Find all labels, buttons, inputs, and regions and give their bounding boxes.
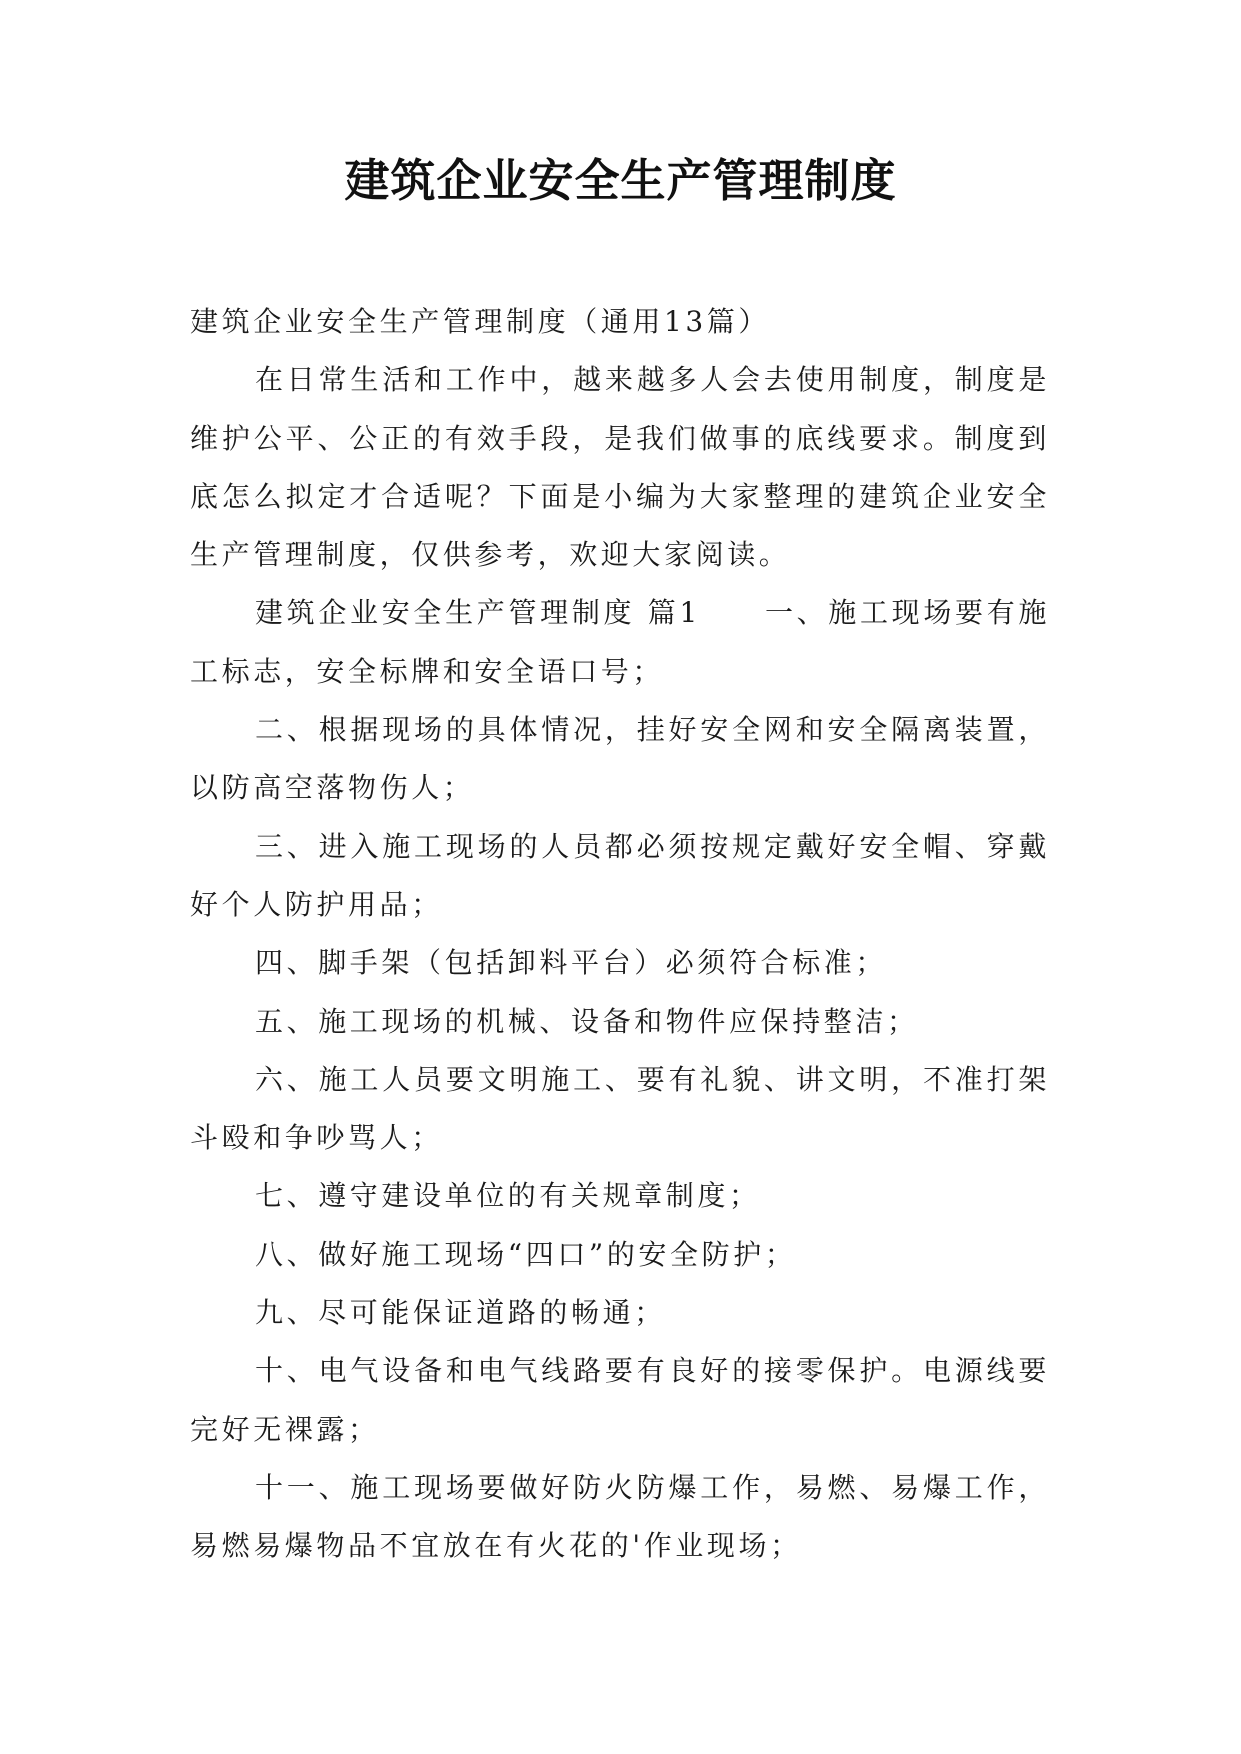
rule-item-6: 六、施工人员要文明施工、要有礼貌、讲文明，不准打架斗殴和争吵骂人； [190,1062,1050,1155]
document-subtitle: 建筑企业安全生产管理制度（通用13篇） [190,305,771,338]
rule-item-11: 十一、施工现场要做好防火防爆工作，易燃、易爆工作，易燃易爆物品不宜放在有火花的'作业现场； [190,1470,1050,1563]
rule-item-7: 七、遵守建设单位的有关规章制度； [255,1179,761,1213]
document-body [190,293,1050,1576]
document-title: 建筑企业安全生产管理制度 [344,154,897,207]
rule-item-3: 三、进入施工现场的人员都必须按规定戴好安全帽、穿戴好个人防护用品； [190,829,1050,921]
rule-item-4: 四、脚手架（包括卸料平台）必须符合标准； [255,946,888,980]
rule-item-10: 十、电气设备和电气线路要有良好的接零保护。电源线要完好无裸露； [190,1354,1050,1446]
rule-item-1: 一、施工现场要有施工标志，安全标牌和安全语口号； [190,596,1050,688]
intro-paragraph: 在日常生活和工作中，越来越多人会去使用制度，制度是维护公平、公正的有效手段，是我们做事的底线要求。制度到底怎么拟定才合适呢？下面是小编为大家整理的建筑企业安全生产管理制度，仅供参考，欢迎大家阅读。 [190,363,1050,572]
rule-item-2: 二、根据现场的具体情况，挂好安全网和安全隔离装置，以防高空落物伤人； [190,713,1050,805]
rule-item-5: 五、施工现场的机械、设备和物件应保持整洁； [255,1004,919,1038]
rule-item-9: 九、尽可能保证道路的畅通； [255,1296,666,1330]
rule-item-8: 八、做好施工现场“四口”的安全防护； [255,1237,797,1271]
section-heading: 建筑企业安全生产管理制度 篇1 [255,596,701,630]
section-1-paragraph [190,584,1050,701]
